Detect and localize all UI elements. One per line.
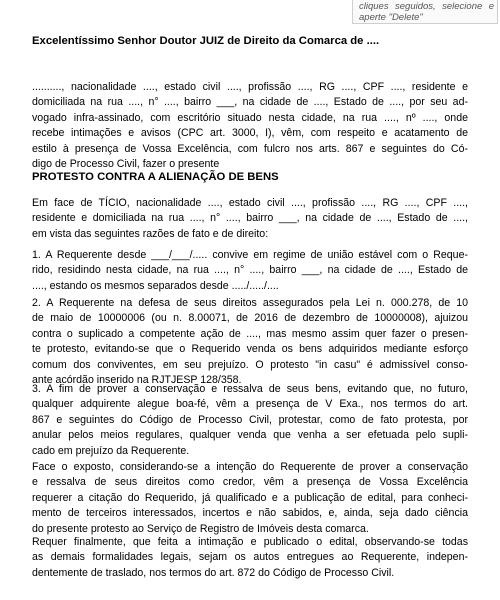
paragraph-line: te protesto, evitando-se que o Requerido venda os bens adquiridos mediante esforço: [32, 343, 468, 356]
intro-line: digo de Processo Civil, fazer o presente: [32, 158, 220, 171]
paragraph-line: dentemente de traslado, nos termos do art. 872 do Código de Processo Civil.: [32, 566, 395, 579]
intro-paragraph: [32, 80, 468, 172]
paragraph-line: Face o exposto, considerando-se a intenção do Requerente de prover a conservação: [32, 461, 468, 473]
paragraph-line: rido, residindo nesta cidade, na rua ...., n° ...., bairro ___, na cidade de ...., Estado de: [32, 264, 468, 277]
paragraph-line: ante acórdão inserido na RJTJESP 128/358.: [32, 374, 242, 387]
paragraph-line: de maio de 10000006 (ou n. 8.00071, de 2016 de dezembro de 10000008), ajuizou: [32, 312, 468, 325]
paragraph-line: mento de terceiros interessados, incertos e não sabidos, e, ainda, seja dado ciência: [32, 507, 468, 520]
paragraph-conclusion: [32, 460, 468, 537]
paragraph-line: Requer finalmente, que feita a intimação e publicado o edital, observando-se todas: [32, 536, 468, 548]
paragraph-item-2: [32, 296, 468, 388]
paragraph-line: 1. A Requerente desde ___/___/..... convive em regime de união estável com o Reque-: [32, 249, 468, 261]
paragraph-line: anular pelos meios regulares, qualquer venda que venha a ser efetuada pelo supli-: [32, 429, 468, 442]
section-heading: PROTESTO CONTRA A ALIENAÇÃO DE BENS: [32, 171, 279, 183]
paragraph-item-3: [32, 382, 468, 459]
paragraph-line: ...., estando os mesmos separados desde ...../...../....: [32, 279, 279, 292]
intro-line: recebe intimações e avisos (CPC art. 3000, I), vêm, com respeito e acatamento de: [32, 127, 468, 140]
paragraph-line: do presente protesto ao Serviço de Registro de Imóveis desta comarca.: [32, 522, 369, 535]
paragraph-line: 2. A Requerente na defesa de seus direitos assegurados pela Lei n. 000.278, de 10: [32, 297, 468, 309]
paragraph-line: qualquer adquirente alegue boa-fé, vêm a presença de V Exa., nos termos do art.: [32, 398, 468, 411]
paragraph-line: contra o suplicado a competente ação de ...., mas mesmo assim quer fazer o presen-: [32, 327, 468, 340]
paragraph-line: 867 e seguintes do Código de Processo Civil, protestar, como de fato protesta, por: [32, 413, 468, 426]
intro-line: domiciliada na rua ...., n° ...., bairro ___, na cidade de ...., Estado de ...., por seu ad-: [32, 96, 468, 109]
paragraph-line: e ressalva de seus direitos como credor, vêm a presença de Vossa Excelência: [32, 476, 468, 489]
paragraph-item-1: [32, 248, 468, 294]
paragraph-line: residente e domiciliada na rua ...., n° ...., bairro ___, na cidade de ...., Estado de ....,: [32, 212, 468, 225]
intro-line: vogado infra-assinado, com escritório situado nesta cidade, na rua ...., nº ...., onde: [32, 111, 468, 124]
paragraph-parties: [32, 196, 468, 242]
paragraph-line: Em face de TÍCIO, nacionalidade ...., estado civil ...., profissão ...., RG ...., CPF ....,: [32, 197, 468, 209]
intro-line: .........., nacionalidade ...., estado civil ...., profissão ...., RG ...., CPF ...., residente e: [32, 81, 468, 93]
paragraph-line: em vista das seguintes razões de fato e de direito:: [32, 227, 269, 240]
paragraph-line: 3. A fim de prover a conservação e ressalva de seus bens, evitando que, no futuro,: [32, 383, 468, 395]
editing-hint-box: [352, 0, 498, 24]
paragraph-line: comum dos conviventes, em seu prejuízo. O protesto "in casu" é admissível conso-: [32, 358, 468, 371]
intro-line: estilo à presença de Vossa Excelência, com fulcro nos arts. 867 e seguintes do Có-: [32, 142, 468, 155]
paragraph-line: as demais formalidades legais, sejam os autos entregues ao Requerente, indepen-: [32, 551, 468, 564]
document-title: Excelentíssimo Senhor Doutor JUIZ de Direito da Comarca de ....: [32, 35, 380, 47]
editing-hint-text: cliques seguidos, selecione e aperte "Delete": [359, 1, 494, 23]
paragraph-final-request: [32, 535, 468, 581]
paragraph-line: cado em prejuízo da Requerente.: [32, 444, 190, 457]
paragraph-line: requerer a citação do Requerido, já qualificado e a publicação de edital, para conheci-: [32, 491, 468, 504]
